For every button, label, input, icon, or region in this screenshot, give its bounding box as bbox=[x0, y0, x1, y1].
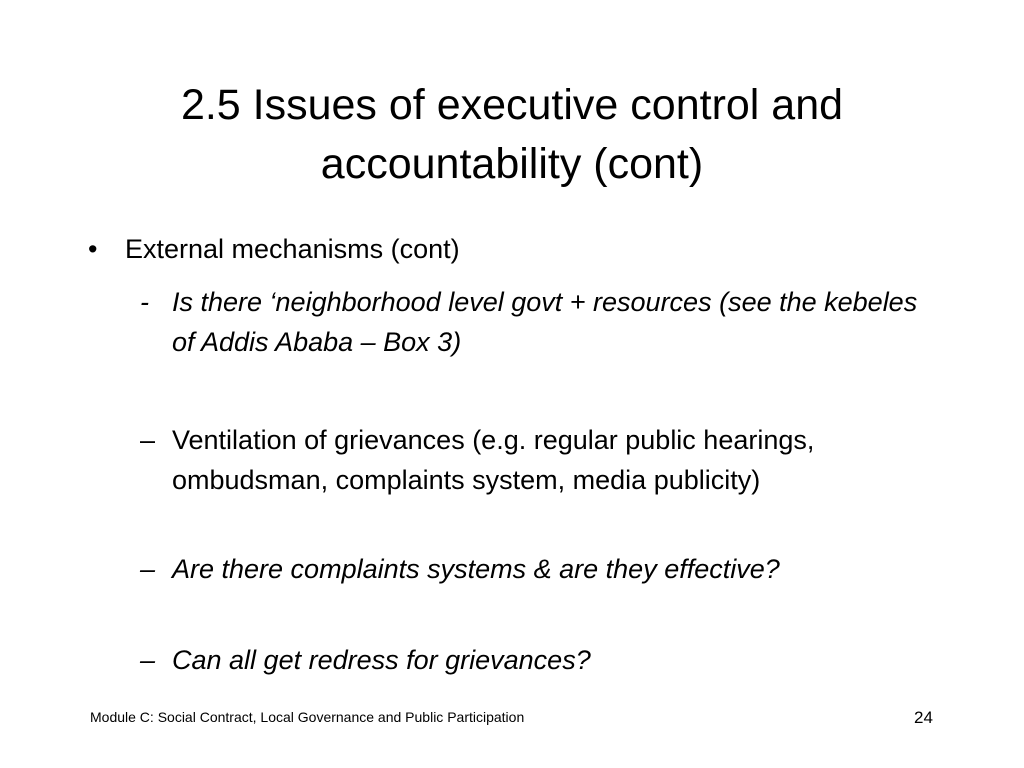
sub-bullet-marker: – bbox=[140, 425, 156, 455]
sub-bullet-complaints-systems bbox=[140, 549, 940, 589]
bullet-marker: • bbox=[88, 234, 98, 264]
slide-title: 2.5 Issues of executive control and accountability (cont) bbox=[180, 81, 844, 188]
page-number: 24 bbox=[914, 708, 933, 727]
sub-bullet-marker: – bbox=[140, 554, 156, 584]
sub-bullet-marker: – bbox=[140, 645, 156, 675]
slide-footer: Module C: Social Contract, Local Governance and Public Participation bbox=[90, 709, 525, 725]
sub-bullet-text: Are there complaints systems & are they effective? bbox=[172, 554, 780, 584]
sub-bullet-redress-grievances bbox=[140, 640, 940, 680]
sub-bullet-marker: - bbox=[140, 287, 149, 317]
bullet-external-mechanisms bbox=[88, 232, 968, 266]
sub-bullet-ventilation-grievances bbox=[140, 420, 940, 500]
sub-bullet-text: Is there ‘neighborhood level govt + resources (see the kebeles of Addis Ababa – Box 3) bbox=[172, 287, 918, 357]
sub-bullet-text: Ventilation of grievances (e.g. regular public hearings, ombudsman, complaints system, media publicity) bbox=[172, 425, 815, 495]
sub-bullet-neighborhood-govt bbox=[140, 282, 940, 362]
sub-bullet-text: Can all get redress for grievances? bbox=[172, 645, 591, 675]
bullet-text: External mechanisms (cont) bbox=[125, 234, 460, 264]
